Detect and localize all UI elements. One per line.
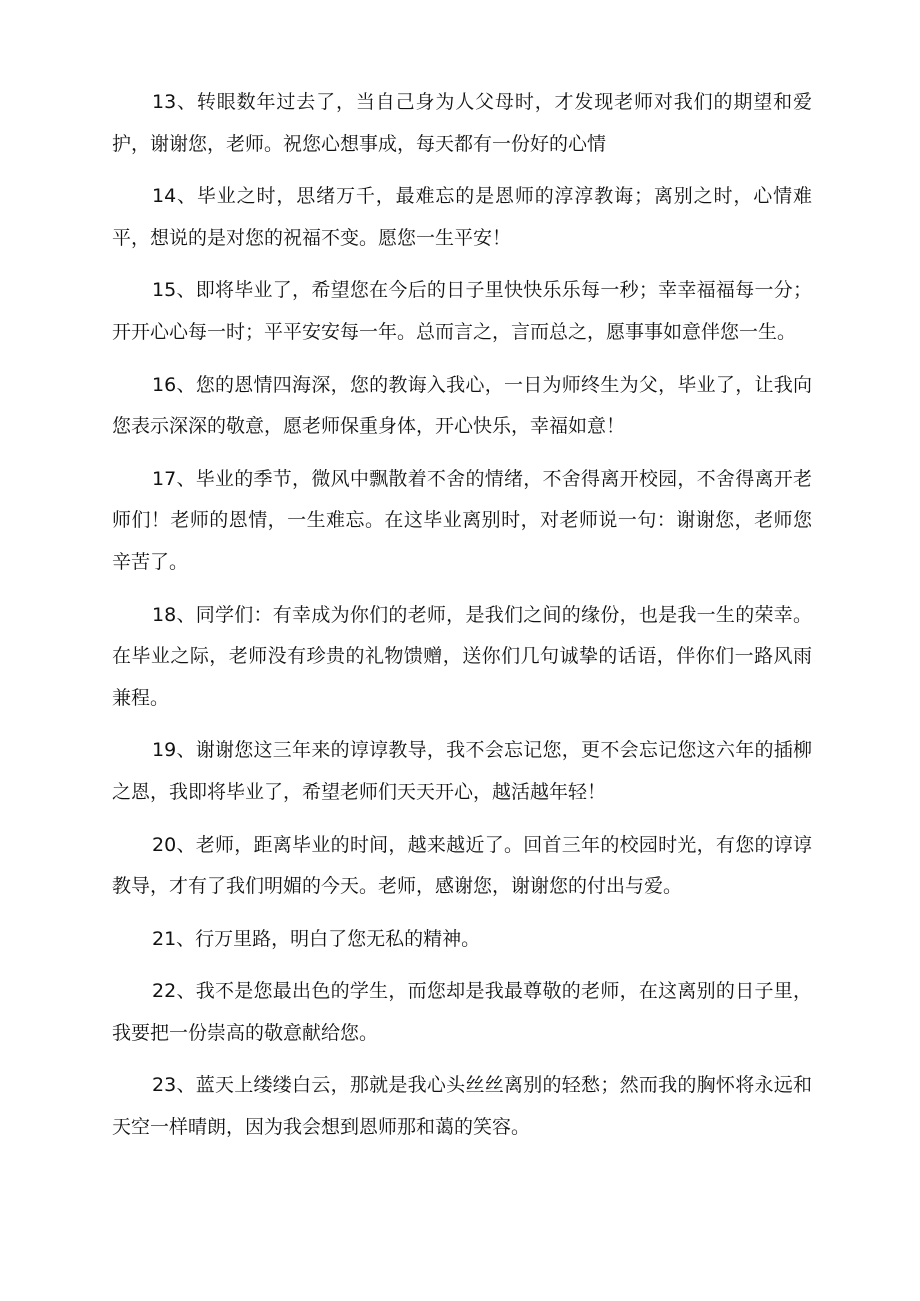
paragraph-15: 15、即将毕业了，希望您在今后的日子里快快乐乐每一秒；幸幸福福每一分；开开心心每一时；平平安安每一年。总而言之，言而总之，愿事事如意伴您一生。 [112, 279, 812, 343]
paragraph-21: 21、行万里路，明白了您无私的精神。 [152, 927, 481, 950]
paragraph-19: 19、谢谢您这三年来的谆谆教导，我不会忘记您，更不会忘记您这六年的插柳之恩，我即将毕业了，希望老师们天天开心，越活越年轻！ [112, 739, 812, 803]
paragraph-23: 23、蓝天上缕缕白云，那就是我心头丝丝离别的轻愁；然而我的胸怀将永远和天空一样晴朗，因为我会想到恩师那和蔼的笑容。 [112, 1074, 812, 1139]
paragraph-20: 20、老师，距离毕业的时间，越来越近了。回首三年的校园时光，有您的谆谆教导，才有了我们明媚的今天。老师，感谢您，谢谢您的付出与爱。 [112, 833, 812, 898]
paragraph-22: 22、我不是您最出色的学生，而您却是我最尊敬的老师，在这离别的日子里，我要把一份崇高的敬意献给您。 [112, 980, 812, 1044]
paragraph-14: 14、毕业之时，思绪万千，最难忘的是恩师的淳淳教诲；离别之时，心情难平，想说的是对您的祝福不变。愿您一生平安！ [112, 185, 812, 249]
paragraph-13: 13、转眼数年过去了，当自己身为人父母时，才发现老师对我们的期望和爱护，谢谢您，老师。祝您心想事成，每天都有一份好的心情 [112, 91, 812, 155]
document-body [112, 82, 812, 1160]
paragraph-16: 16、您的恩情四海深，您的教诲入我心，一日为师终生为父，毕业了，让我向您表示深深的敬意，愿老师保重身体，开心快乐，幸福如意！ [112, 373, 812, 438]
paragraph-18: 18、同学们：有幸成为你们的老师，是我们之间的缘份，也是我一生的荣幸。在毕业之际，老师没有珍贵的礼物馈赠，送你们几句诚挚的话语，伴你们一路风雨兼程。 [112, 603, 812, 709]
paragraph-17: 17、毕业的季节，微风中飘散着不舍的情绪，不舍得离开校园，不舍得离开老师们！老师的恩情，一生难忘。在这毕业离别时，对老师说一句：谢谢您，老师您辛苦了。 [112, 467, 812, 573]
